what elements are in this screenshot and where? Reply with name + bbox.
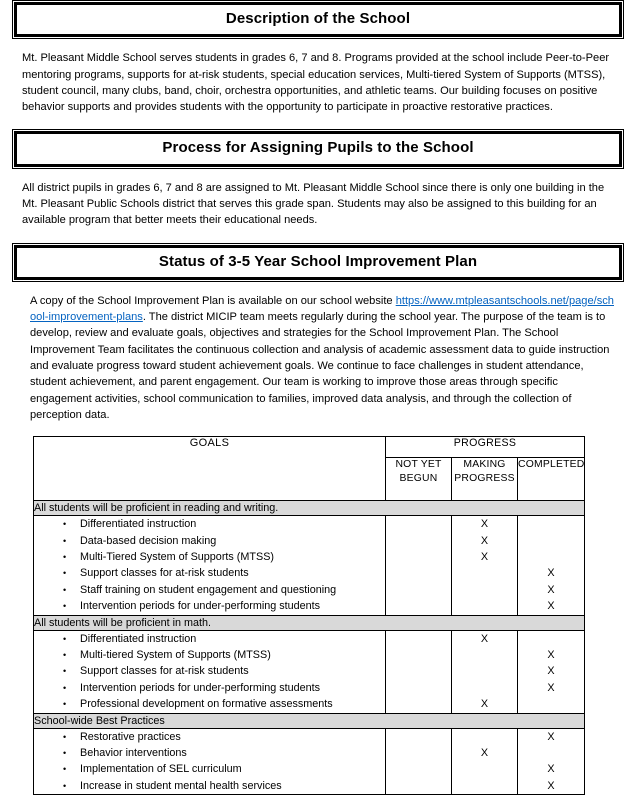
- column-header-completed: COMPLETED: [518, 458, 585, 501]
- strategy-item: • Professional development on formative assessments: [80, 696, 385, 712]
- section-heading-assignment: [12, 129, 624, 168]
- goal-title-row: [34, 713, 585, 728]
- progress-cell-making-progress: [452, 630, 518, 713]
- strategy-list-cell: [34, 516, 386, 615]
- progress-cell-completed: [518, 516, 585, 615]
- column-header-goals: GOALS: [34, 437, 386, 501]
- progress-mark-completed: X: [547, 583, 555, 596]
- progress-mark-making-progress: X: [480, 698, 489, 711]
- progress-mark-completed: X: [547, 730, 555, 743]
- goals-progress-table: [33, 436, 585, 795]
- spacer: [0, 229, 636, 243]
- strategy-list: [34, 631, 385, 713]
- progress-mark-completed: X: [547, 665, 555, 678]
- section-heading-assignment-text: Process for Assigning Pupils to the School: [162, 139, 474, 157]
- progress-mark-completed: X: [547, 600, 555, 613]
- progress-cell-not-yet-begun: [386, 516, 452, 615]
- section-paragraph-improvement-plan: [30, 293, 614, 423]
- section-heading-description-inner: [14, 2, 622, 37]
- progress-mark-making-progress: X: [480, 534, 489, 547]
- section-paragraph-assignment: All district pupils in grades 6, 7 and 8 are assigned to Mt. Pleasant Middle School since there is only one building in the Mt. Pleasant Public Schools district that serves this grade span. Students may also be assigned to this building for an available program that better meets their educational needs.: [22, 181, 605, 227]
- section-heading-assignment-inner: [14, 131, 622, 166]
- strategy-item: • Data-based decision making: [80, 533, 385, 549]
- strategy-item: • Intervention periods for under-performing students: [80, 598, 385, 614]
- goals-progress-table-wrapper: [33, 436, 584, 795]
- progress-cell-not-yet-begun: [386, 728, 452, 795]
- improvement-plan-text-after-link: . The district MICIP team meets regularly during the school year. The purpose of the team is to develop, review and evaluate goals, objectives and strategies for the School Improvement Plan. The School Improvement Team facilitates the continuous collection and analysis of academic assessment data to guide instruction and evaluate progress toward student achievement goals. We continue to face challenges in student attendance, student achievement, and parent engagement. Our team is working to improve those areas through specific engagement activities, school communication to families, improved data analysis, and through the collection of perception data.: [30, 311, 610, 421]
- strategy-list-cell: [34, 728, 386, 795]
- progress-cell-completed: [518, 630, 585, 713]
- strategy-item: • Differentiated instruction: [80, 516, 385, 532]
- progress-mark-making-progress: X: [480, 632, 489, 645]
- strategy-item: • Restorative practices: [80, 729, 385, 745]
- section-heading-improvement-plan: [12, 243, 624, 282]
- progress-cell-completed: [518, 728, 585, 795]
- strategy-list: [34, 516, 385, 614]
- strategy-list-cell: [34, 630, 386, 713]
- progress-mark-completed: X: [547, 763, 555, 776]
- section-heading-description-text: Description of the School: [225, 10, 411, 27]
- progress-cell-making-progress: [452, 516, 518, 615]
- progress-mark-completed: X: [547, 567, 555, 580]
- section-paragraph-description: Mt. Pleasant Middle School serves students in grades 6, 7 and 8. Programs provided at the school include Peer-to-Peer mentoring programs, supports for at-risk students, special education services, Multi-tiered System of Supports (MTSS), student council, many clubs, band, choir, orchestra opportunities, and athletic teams. Our building focuses on positive behavior supports and provides students with the opportunity to participate in proactive restorative practices.: [22, 52, 610, 114]
- school-improvement-plan-link[interactable]: https://www.mtpleasantschools.net/page/school-improvement-plans: [30, 294, 614, 324]
- progress-mark-making-progress: X: [480, 551, 489, 564]
- goal-title: School-wide Best Practices: [34, 713, 585, 728]
- goal-strategies-row: [34, 516, 585, 615]
- section-heading-description: [12, 0, 624, 39]
- goal-strategies-row: [34, 728, 585, 795]
- strategy-list: [34, 729, 385, 795]
- progress-mark-completed: X: [547, 681, 555, 694]
- strategy-item: • Multi-tiered System of Supports (MTSS): [80, 647, 385, 663]
- strategy-item: • Differentiated instruction: [80, 631, 385, 647]
- column-header-progress: PROGRESS: [386, 437, 585, 458]
- strategy-item: • Intervention periods for under-performing students: [80, 680, 385, 696]
- strategy-item: • Staff training on student engagement and questioning: [80, 582, 385, 598]
- goal-title: All students will be proficient in reading and writing.: [34, 501, 585, 516]
- column-header-not-yet-begun-line1: NOT YET: [395, 459, 442, 471]
- strategy-item: • Behavior interventions: [80, 745, 385, 761]
- column-header-not-yet-begun: [386, 458, 452, 501]
- goal-title-row: [34, 501, 585, 516]
- column-header-making-progress-line2: PROGRESS: [454, 473, 515, 485]
- column-header-making-progress-line1: MAKING: [463, 459, 506, 471]
- progress-cell-not-yet-begun: [386, 630, 452, 713]
- progress-cell-making-progress: [452, 728, 518, 795]
- progress-mark-making-progress: X: [480, 518, 489, 531]
- progress-mark-completed: X: [547, 779, 555, 792]
- progress-mark-completed: X: [547, 649, 555, 661]
- table-header-row-1: [34, 437, 585, 458]
- goal-title: All students will be proficient in math.: [34, 615, 585, 630]
- column-header-not-yet-begun-line2: BEGUN: [399, 473, 438, 485]
- progress-mark-making-progress: X: [480, 746, 489, 759]
- table-head: [34, 437, 585, 501]
- goal-strategies-row: [34, 630, 585, 713]
- goal-title-row: [34, 615, 585, 630]
- improvement-plan-text-before-link: A copy of the School Improvement Plan is available on our school website: [30, 294, 396, 307]
- section-heading-improvement-plan-text: Status of 3-5 Year School Improvement Plan: [158, 252, 478, 270]
- section-heading-improvement-plan-inner: [14, 245, 622, 280]
- strategy-item: • Implementation of SEL curriculum: [80, 761, 385, 777]
- spacer: [0, 115, 636, 129]
- strategy-item: • Support classes for at-risk students: [80, 663, 385, 679]
- strategy-item: • Support classes for at-risk students: [80, 565, 385, 581]
- table-body: [34, 501, 585, 795]
- column-header-making-progress: [452, 458, 518, 501]
- strategy-item: • Increase in student mental health services: [80, 778, 385, 794]
- strategy-item: • Multi-Tiered System of Supports (MTSS): [80, 549, 385, 565]
